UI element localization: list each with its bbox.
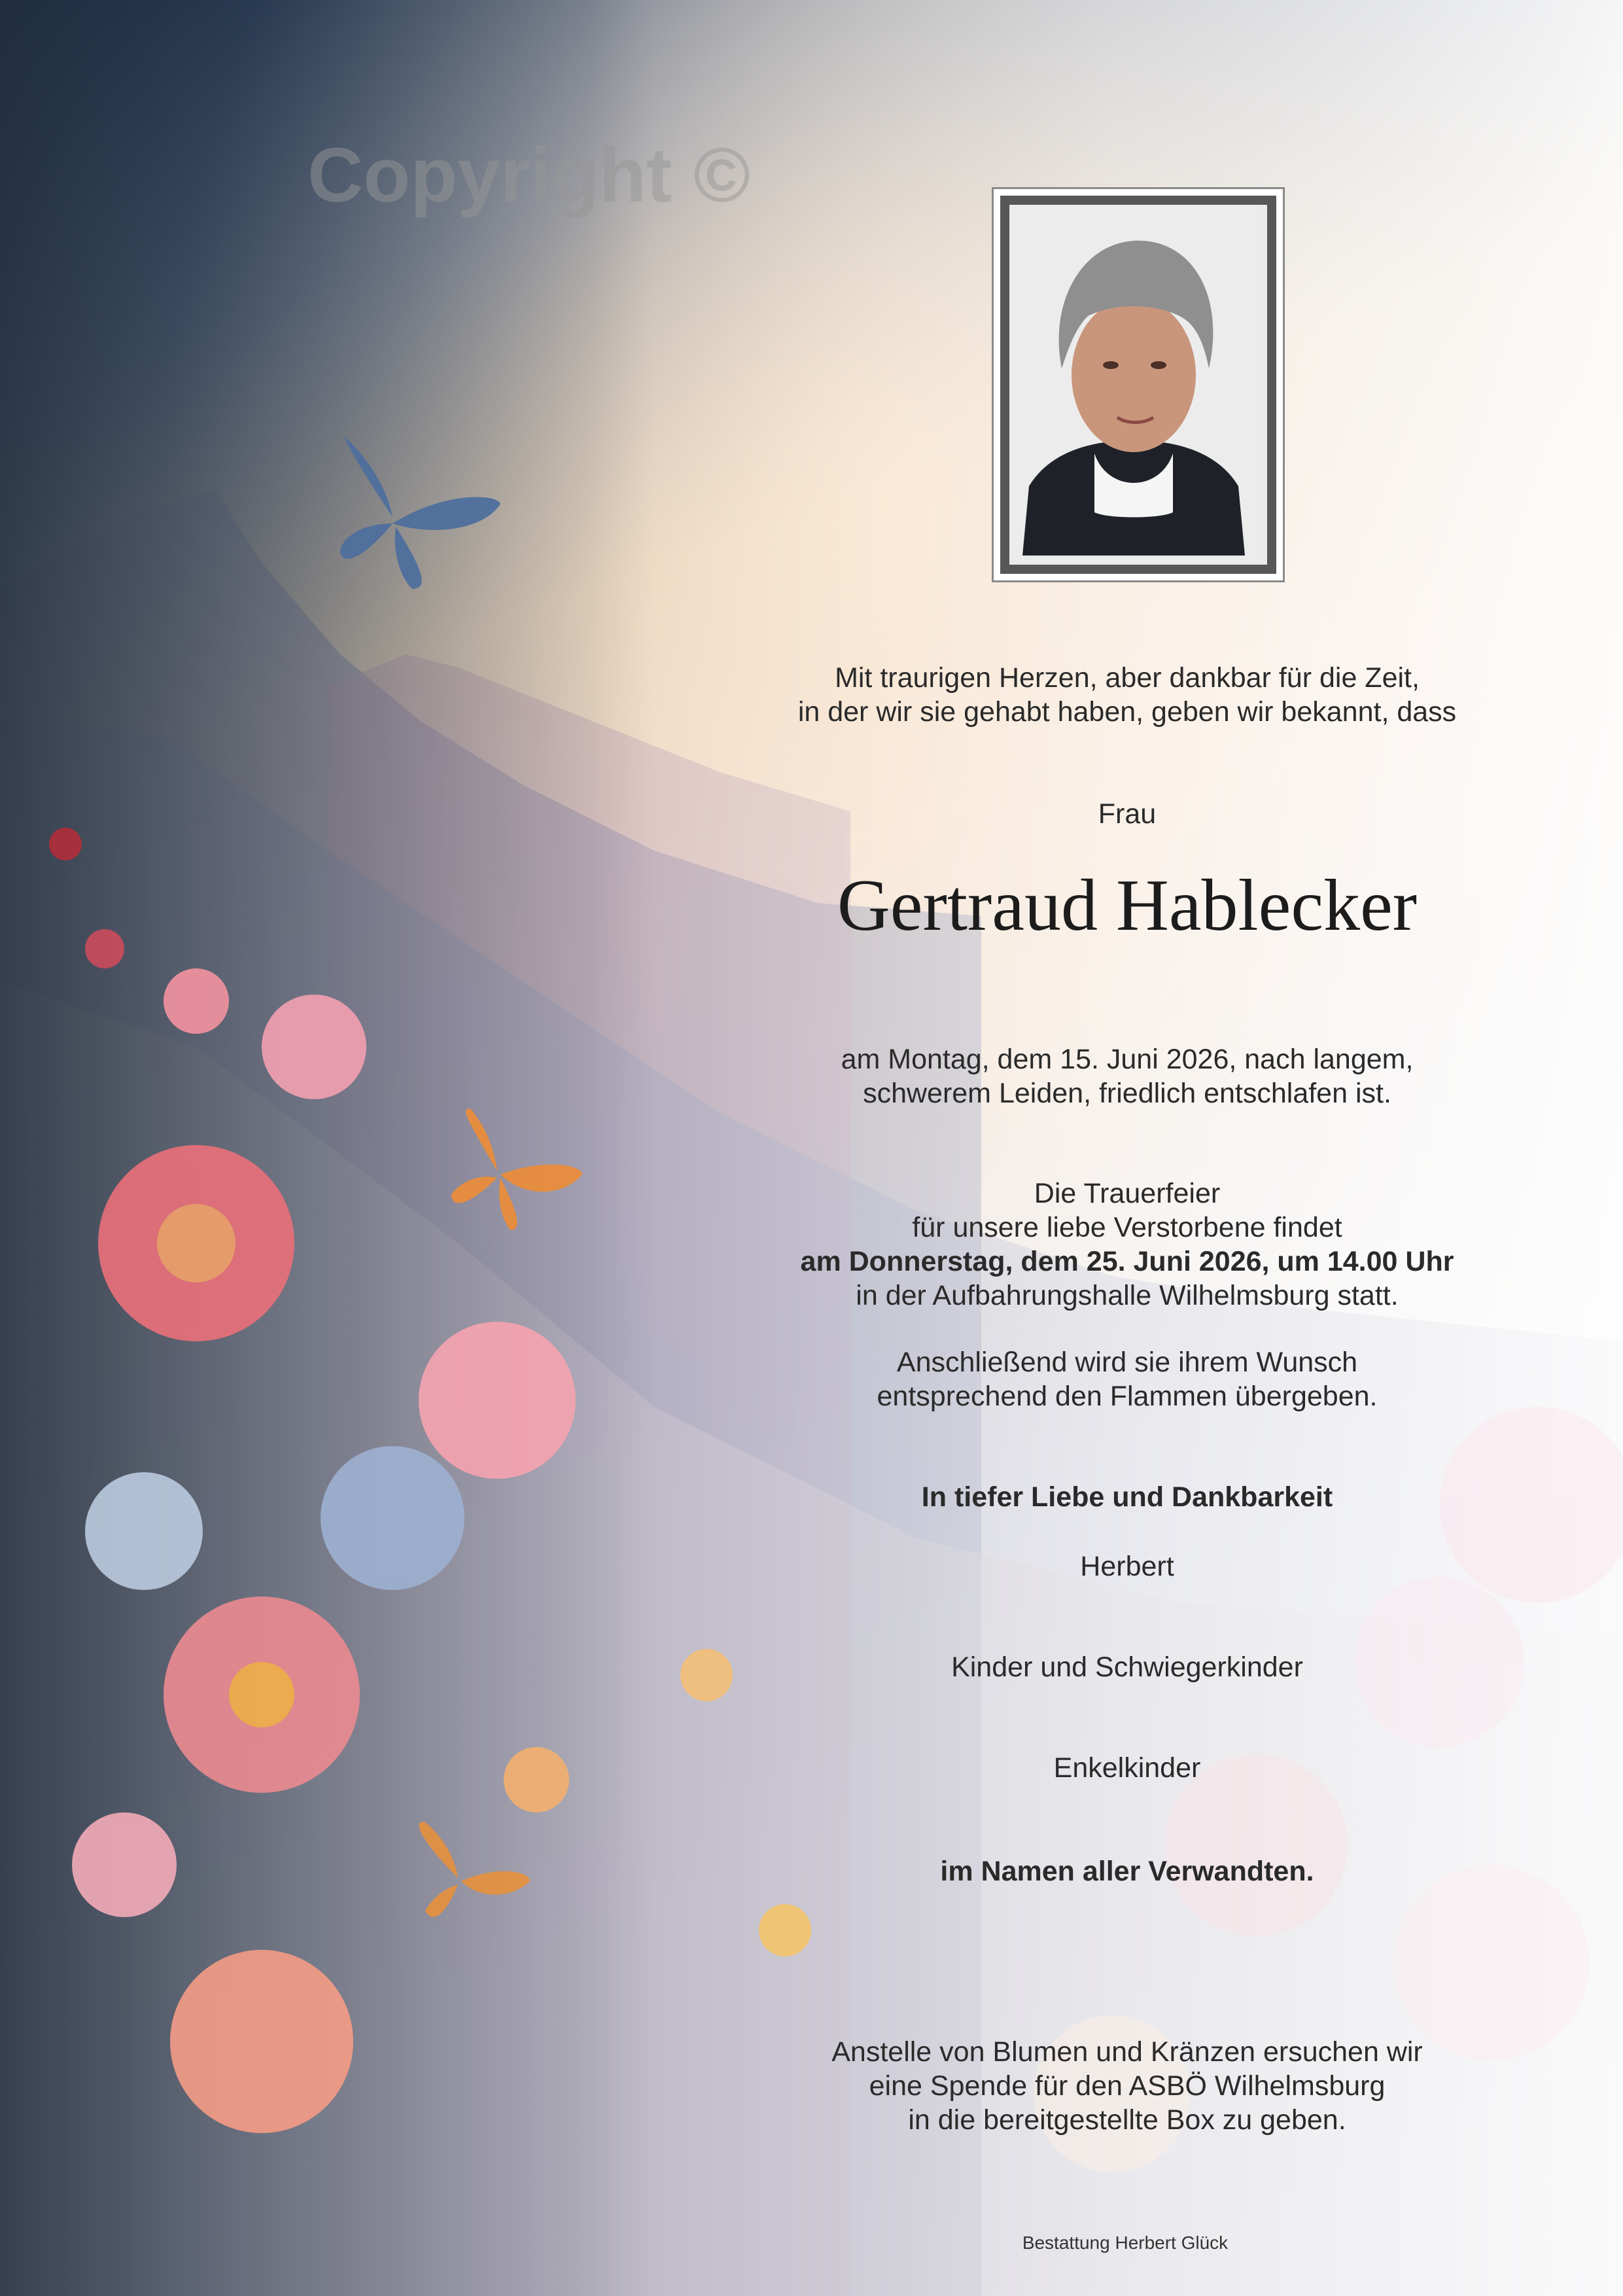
funeral-home-footer: Bestattung Herbert Glück: [1022, 2233, 1229, 2253]
portrait-photo-frame: [992, 187, 1285, 582]
portrait-photo: [1009, 205, 1267, 565]
deceased-name: Gertraud Hablecker: [837, 865, 1418, 946]
donation-line-3: in die bereitgestellte Box zu geben.: [908, 2104, 1346, 2136]
funeral-line-1: Die Trauerfeier: [1034, 1178, 1221, 1209]
donation-line-2: eine Spende für den ASBÖ Wilhelmsburg: [869, 2070, 1386, 2102]
mourner-children: Kinder und Schwiegerkinder: [951, 1651, 1303, 1683]
funeral-date-line: am Donnerstag, dem 25. Juni 2026, um 14.00 Uhr: [800, 1246, 1454, 1277]
mourner-grandchildren: Enkelkinder: [1053, 1752, 1201, 1784]
cremation-line-2: entsprechend den Flammen übergeben.: [877, 1381, 1378, 1412]
mourners-heading: In tiefer Liebe und Dankbarkeit: [921, 1481, 1333, 1513]
intro-line-2: in der wir sie gehabt haben, geben wir bekannt, dass: [797, 696, 1457, 728]
death-notice-line-1: am Montag, dem 15. Juni 2026, nach langem,: [841, 1044, 1414, 1075]
funeral-line-4: in der Aufbahrungshalle Wilhelmsburg statt.: [856, 1280, 1399, 1311]
intro-line-1: Mit traurigen Herzen, aber dankbar für die Zeit,: [835, 662, 1420, 694]
funeral-line-2: für unsere liebe Verstorbene findet: [912, 1212, 1342, 1243]
copyright-watermark: Copyright ©: [307, 132, 750, 219]
donation-line-1: Anstelle von Blumen und Kränzen ersuchen wir: [831, 2036, 1423, 2068]
mourner-herbert: Herbert: [1080, 1551, 1174, 1582]
mourners-closing: im Namen aller Verwandten.: [940, 1856, 1314, 1887]
salutation: Frau: [1098, 798, 1157, 830]
photo-border: [1000, 196, 1276, 574]
death-notice-line-2: schwerem Leiden, friedlich entschlafen ist.: [863, 1078, 1391, 1109]
cremation-line-1: Anschließend wird sie ihrem Wunsch: [896, 1347, 1358, 1378]
